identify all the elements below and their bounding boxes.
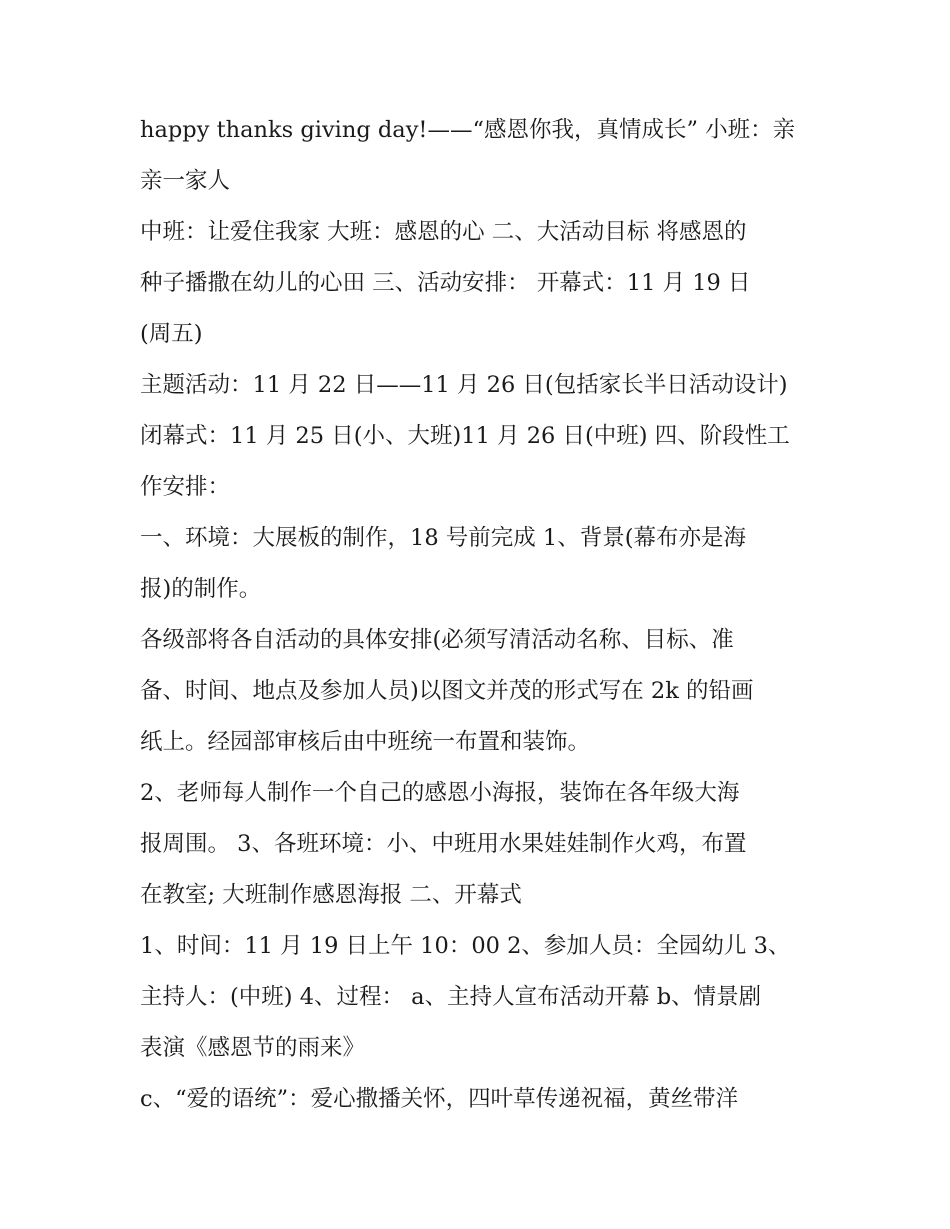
text-line-3: 中班：让爱住我家 大班：感恩的心 二、大活动目标 将感恩的 (140, 219, 747, 245)
text-line-11: 各级部将各自活动的具体安排(必须写清活动名称、目标、准 (140, 627, 734, 653)
text-line-16: 在教室; 大班制作感恩海报 二、开幕式 (140, 882, 522, 908)
text-line-15: 报周围。 3、各班环境：小、中班用水果娃娃制作火鸡，布置 (140, 831, 747, 857)
document-body (140, 105, 830, 1125)
text-line-1: happy thanks giving day!——“感恩你我，真情成长” 小班：亲 (140, 117, 796, 143)
text-line-8: 作安排： (140, 474, 231, 500)
text-line-18: 主持人：(中班) 4、过程： a、主持人宣布活动开幕 b、情景剧 (140, 984, 762, 1010)
text-line-17: 1、时间：11 月 19 日上午 10：00 2、参加人员：全园幼儿 3、 (140, 933, 791, 959)
text-line-6: 主题活动：11 月 22 日——11 月 26 日(包括家长半日活动设计) (140, 372, 788, 398)
text-line-14: 2、老师每人制作一个自己的感恩小海报，装饰在各年级大海 (140, 780, 740, 806)
text-line-19: 表演《感恩节的雨来》 (140, 1035, 366, 1061)
text-line-10: 报)的制作。 (140, 576, 262, 602)
text-line-4: 种子播撒在幼儿的心田 三、活动安排： 开幕式：11 月 19 日 (140, 270, 751, 296)
text-line-20: c、“爱的语统”：爱心撒播关怀，四叶草传递祝福，黄丝带洋 (140, 1086, 739, 1112)
text-line-9: 一、环境：大展板的制作，18 号前完成 1、背景(幕布亦是海 (140, 525, 747, 551)
text-line-7: 闭幕式：11 月 25 日(小、大班)11 月 26 日(中班) 四、阶段性工 (140, 423, 790, 449)
text-line-13: 纸上。经园部审核后由中班统一布置和装饰。 (140, 729, 591, 755)
text-line-5: (周五) (140, 321, 203, 347)
text-line-2: 亲一家人 (140, 168, 231, 194)
text-line-12: 备、时间、地点及参加人员)以图文并茂的形式写在 2k 的铅画 (140, 678, 754, 704)
